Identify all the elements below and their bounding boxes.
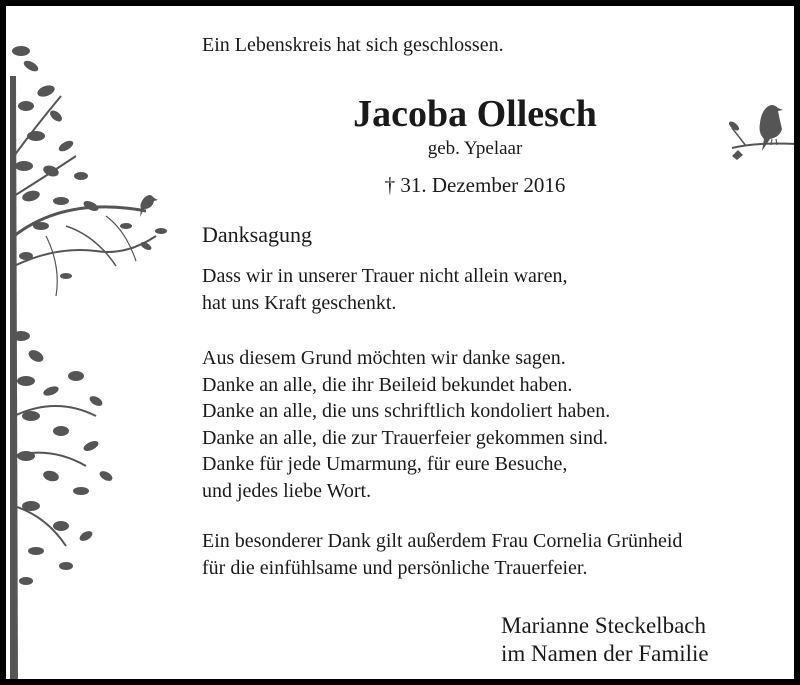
signature-name: Marianne Steckelbach	[501, 613, 706, 638]
text-line: Ein besonderer Dank gilt außerdem Frau Cornelia Grünheid	[202, 530, 683, 552]
text-line: Danke an alle, die uns schriftlich kondoliert haben.	[202, 400, 611, 422]
paragraph-3	[202, 528, 682, 581]
text-line: Danke für jede Umarmung, für eure Besuche,	[202, 453, 568, 475]
paragraph-2	[202, 345, 610, 504]
text-line: Danke an alle, die ihr Beileid bekundet haben.	[202, 373, 573, 396]
text-line: für die einfühlsame und persönliche Trauerfeier.	[202, 556, 588, 579]
text-line: und jedes liebe Wort.	[202, 479, 372, 502]
signature-family: im Namen der Familie	[501, 641, 709, 666]
signature	[501, 612, 709, 668]
text-line: Aus diesem Grund möchten wir danke sagen.	[202, 347, 566, 369]
deceased-name: Jacoba Ollesch	[353, 93, 597, 135]
section-heading: Danksagung	[202, 222, 312, 247]
text-line: Danke an alle, die zur Trauerfeier gekommen sind.	[202, 426, 608, 449]
death-date: † 31. Dezember 2016	[384, 173, 566, 197]
paragraph-1	[202, 263, 567, 316]
intro-line: Ein Lebenskreis hat sich geschlossen.	[202, 34, 504, 56]
text-line: Dass wir in unserer Trauer nicht allein waren,	[202, 265, 568, 287]
text-line: hat uns Kraft geschenkt.	[202, 291, 397, 314]
birth-name: geb. Ypelaar	[427, 138, 523, 159]
